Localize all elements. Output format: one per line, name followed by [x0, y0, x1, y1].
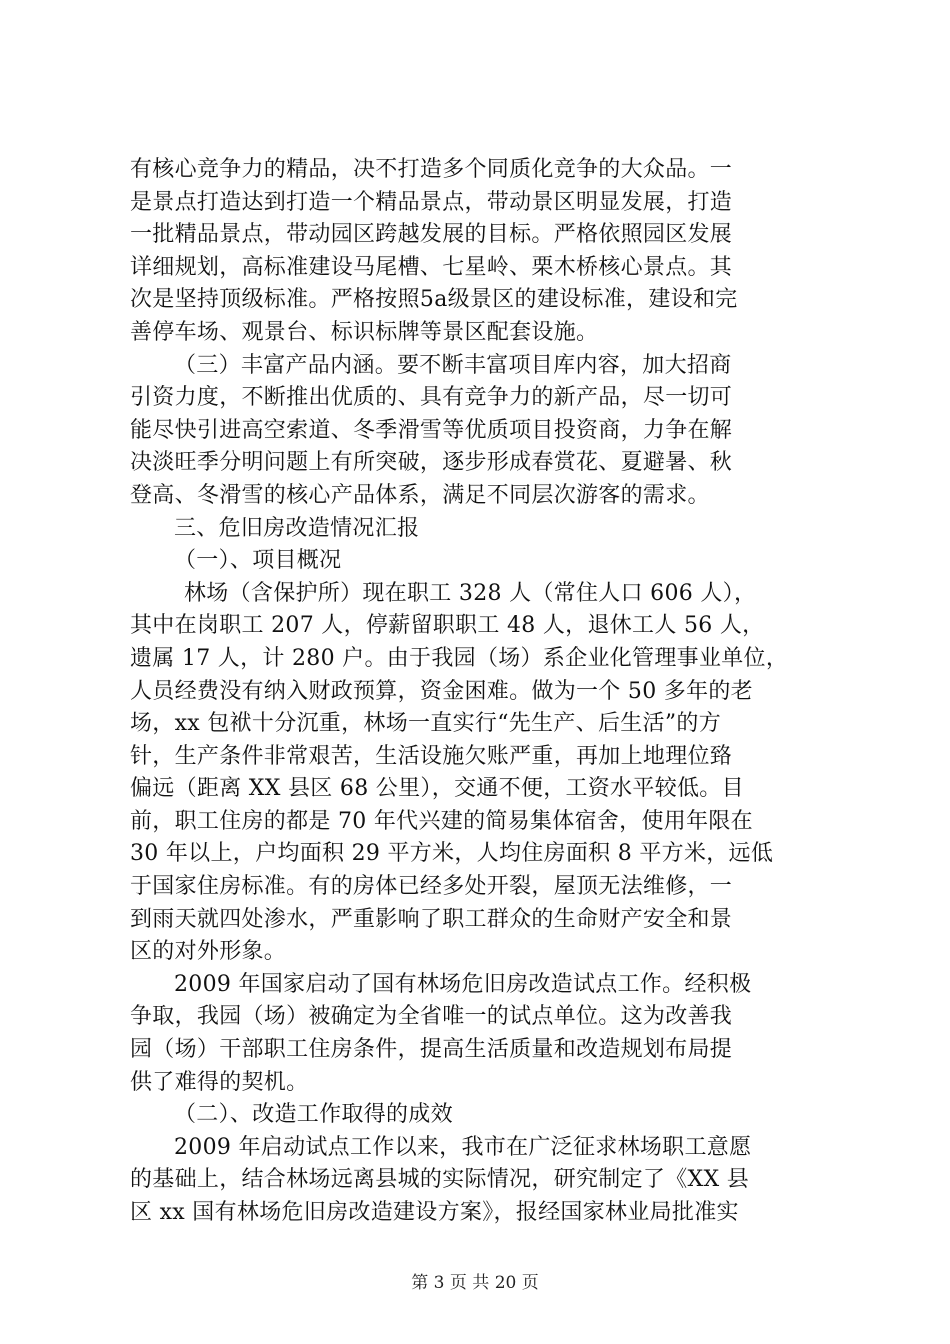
- section-heading: 三、危旧房改造情况汇报: [174, 515, 420, 541]
- text-line: 2009 年国家启动了国有林场危旧房改造试点工作。经积极: [174, 971, 752, 997]
- page-footer: 第 3 页 共 20 页: [411, 1273, 539, 1293]
- text-line: （三）丰富产品内涵。要不断丰富项目库内容，加大招商: [174, 352, 732, 378]
- subsection-heading: （二）、改造工作取得的成效: [174, 1102, 453, 1128]
- text-line: 林场（含保护所）现在职工 328 人（常住人口 606 人），: [184, 580, 757, 606]
- text-line: 区的对外形象。: [130, 939, 287, 965]
- text-line: 引资力度，不断推出优质的、具有竞争力的新产品，尽一切可: [130, 385, 733, 411]
- text-line: 其中在岗职工 207 人，停薪留职职工 48 人，退休工人 56 人，: [130, 613, 765, 639]
- text-line: 能尽快引进高空索道、冬季滑雪等优质项目投资商，力争在解: [130, 417, 733, 443]
- text-line: 到雨天就四处渗水，严重影响了职工群众的生命财产安全和景: [130, 906, 733, 932]
- text-line: 前，职工住房的都是 70 年代兴建的简易集体宿舍，使用年限在: [130, 808, 753, 834]
- text-line: 遗属 17 人，计 280 户。由于我园（场）系企业化管理事业单位，: [130, 645, 789, 671]
- document-body: [130, 154, 830, 1230]
- text-line: 决淡旺季分明问题上有所突破，逐步形成春赏花、夏避暑、秋: [130, 450, 733, 476]
- text-line: 于国家住房标准。有的房体已经多处开裂，屋顶无法维修，一: [130, 874, 733, 900]
- text-line: 次是坚持顶级标准。严格按照5a级景区的建设标准，建设和完: [130, 287, 738, 313]
- text-line: 登高、冬滑雪的核心产品体系，满足不同层次游客的需求。: [130, 482, 710, 508]
- text-line: 2009 年启动试点工作以来，我市在广泛征求林场职工意愿: [174, 1134, 752, 1160]
- text-line: 针，生产条件非常艰苦，生活设施欠账严重，再加上地理位臵: [130, 743, 733, 769]
- text-line: 场，xx 包袱十分沉重，林场一直实行“先生产、后生活”的方: [130, 711, 722, 737]
- text-line: 详细规划，高标准建设马尾槽、七星岭、栗木桥核心景点。其: [130, 254, 733, 280]
- text-line: 区 xx 国有林场危旧房改造建设方案》，报经国家林业局批准实: [130, 1200, 739, 1225]
- text-line: 的基础上，结合林场远离县城的实际情况，研究制定了《XX 县: [130, 1167, 750, 1193]
- text-line: 争取，我园（场）被确定为全省唯一的试点单位。这为改善我: [130, 1004, 733, 1030]
- text-line: 善停车场、观景台、标识标牌等景区配套设施。: [130, 319, 599, 345]
- text-line: 偏远（距离 XX 县区 68 公里），交通不便，工资水平较低。目: [130, 776, 744, 802]
- text-line: 一批精品景点，带动园区跨越发展的目标。严格依照园区发展: [130, 222, 733, 248]
- text-line: 是景点打造达到打造一个精品景点，带动景区明显发展，打造: [130, 189, 733, 215]
- text-line: 供了难得的契机。: [130, 1069, 309, 1095]
- text-line: 园（场）干部职工住房条件，提高生活质量和改造规划布局提: [130, 1037, 733, 1063]
- text-line: 有核心竞争力的精品，决不打造多个同质化竞争的大众品。一: [130, 157, 733, 182]
- text-line: 30 年以上，户均面积 29 平方米，人均住房面积 8 平方米，远低: [130, 841, 774, 867]
- text-line: 人员经费没有纳入财政预算，资金困难。做为一个 50 多年的老: [130, 678, 753, 704]
- subsection-heading: （一）、项目概况: [174, 548, 342, 574]
